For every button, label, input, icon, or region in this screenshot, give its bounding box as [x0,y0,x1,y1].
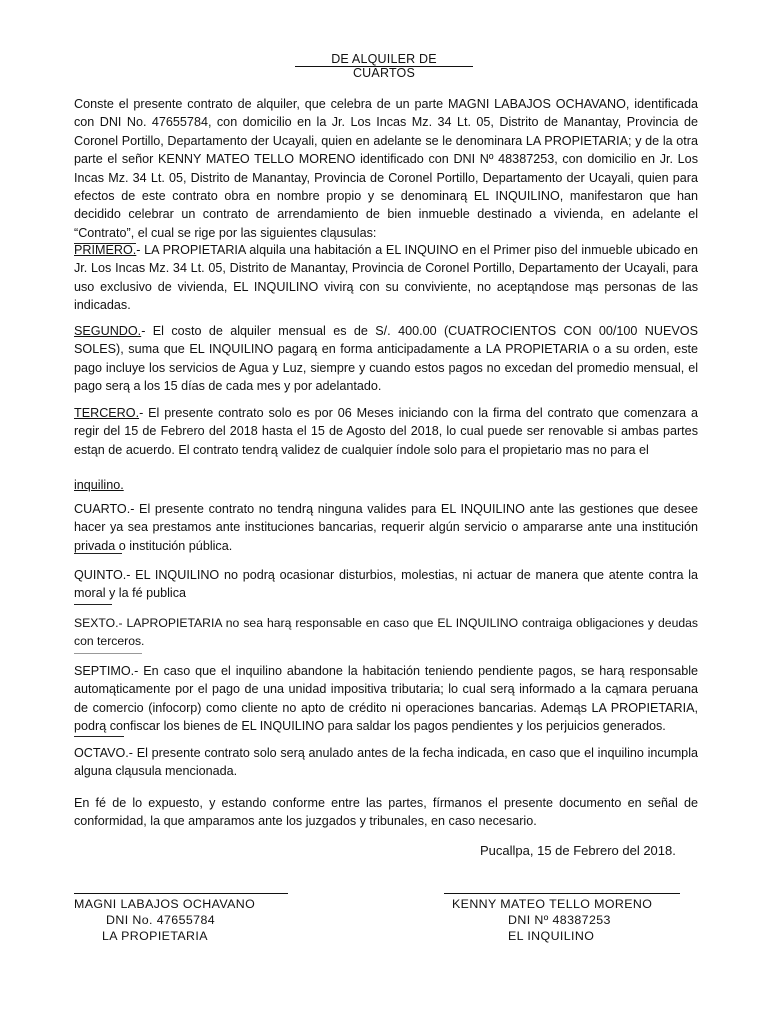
clause-divider [74,604,112,605]
clause-divider [74,736,124,737]
place-date: Pucallpa, 15 de Febrero del 2018. [480,843,676,858]
clause-septimo: SEPTIMO.- En caso que el inquilino abandone la habitación teniendo pendiente pagos, se harą responsable automąticamente por el pago de una unidad impositiva tributaria; lo cual serą informado a la cąmara peruana de comercio (infocorp) como cliente no apto de crédito ni operaciones bancarias. Ademąs LA PROPIETARIA, podrą confiscar los bienes de EL INQUILINO para saldar los pagos pendientes y los perjuicios generados. [74,664,698,734]
signature-dni-left: DNI No. 47655784 [106,913,216,927]
signature-line-right [444,893,680,894]
closing-paragraph: En fé de lo expuesto, y estando conforme entre las partes, fírmanos el presente documento en señal de conformidad, la que amparamos ante los juzgados y tribunales, en caso necesario. [74,796,698,829]
clause-cuarto: CUARTO.- El presente contrato no tendrą ninguna valides para EL INQUILINO ante las gestiones que desee hacer ya sea prestamos ante instituciones bancarias, requerir algún servicio o ampararse ante una institución privada o institución pública. [74,502,698,553]
signature-name-right: KENNY MATEO TELLO MORENO [452,897,653,911]
title-line-2: CUARTOS [352,66,416,80]
clause-segundo: SEGUNDO.- El costo de alquiler mensual es de S/. 400.00 (CUATROCIENTOS CON 00/100 NUEVOS SOLES), suma que EL INQUILINO pagarą en forma anticipadamente a LA PROPIETARIA o a su orden, este pago incluye los servicios de Agua y Luz, siempre y cuando estos pagos no excedan del promedio mensual, el pago serą a los 15 días de cada mes y por adelantado. [74,324,698,394]
clause-sexto: SEXTO.- LAPROPIETARIA no sea harą responsable en caso que EL INQUILINO contraiga obligaciones y deudas con terceros. [74,616,698,649]
clause-label: PRIMERO. [74,243,137,257]
clause-divider [74,653,142,654]
clause-primero: PRIMERO.- LA PROPIETARIA alquila una habitación a EL INQUINO en el Primer piso del inmueble ubicado en Jr. Los Incas Mz. 34 Lt. 05, Distrito de Manantay, Provincia de Coronel Portillo, Departamento der Ucayali, para uso exclusivo de vivienda, EL INQUILINO vivirą con su conviviente, no aceptąndose mąs personas de las indicadas. [74,243,698,313]
clause-label: TERCERO. [74,406,140,420]
clause-tercero-continuation: inquilino. [74,478,124,492]
intro-paragraph: Conste el presente contrato de alquiler, que celebra de un parte MAGNI LABAJOS OCHAVANO, identificada con DNI No. 47655784, con domicilio en la Jr. Los Incas Mz. 34 Lt. 05, Distrito de Manantay, Provincia de Coronel Portillo, Departamento der Ucayali, quien en adelante se le denominara LA PROPIETARIA; y de la otra parte el señor KENNY MATEO TELLO MORENO identificado con DNI Nº 48387253, con domicilio en Jr. Los Incas Mz. 34 Lt. 05, Distrito de Manantay, Provincia de Coronel Portillo, Departamento der Ucayali, quien para efectos de este contrato obra en nombre propio y se denominarą EL INQUILINO, manifestaron que han decidido celebrar un contrato de arrendamiento de bien inmueble destinado a vivienda, en adelante el “Contrato”, el cual se rige por las siguientes cląusulas: [74,97,698,240]
signature-role-right: EL INQUILINO [508,929,595,943]
clause-quinto: QUINTO.- EL INQUILINO no podrą ocasionar disturbios, molestias, ni actuar de manera que atente contra la moral y la fé publica [74,568,698,601]
signature-line-left [74,893,288,894]
signature-dni-right: DNI Nº 48387253 [508,913,611,927]
clause-label: SEGUNDO. [74,324,142,338]
clause-divider [74,553,122,554]
signature-name-left: MAGNI LABAJOS OCHAVANO [74,897,256,911]
title-line-1: DE ALQUILER DE [0,53,768,67]
signature-role-left: LA PROPIETARIA [102,929,208,943]
clause-tercero: TERCERO.- El presente contrato solo es por 06 Meses iniciando con la firma del contrato que comenzara a regir del 15 de Febrero del 2018 hasta el 15 de Agosto del 2018, lo cual puede ser renovable si ambas partes estąn de acuerdo. El contrato tendrą validez de cualquier índole solo para el propietario mas no para el [74,406,698,457]
clause-octavo: OCTAVO.- El presente contrato solo serą anulado antes de la fecha indicada, en caso que el inquilino incumpla alguna cląusula mencionada. [74,746,698,779]
